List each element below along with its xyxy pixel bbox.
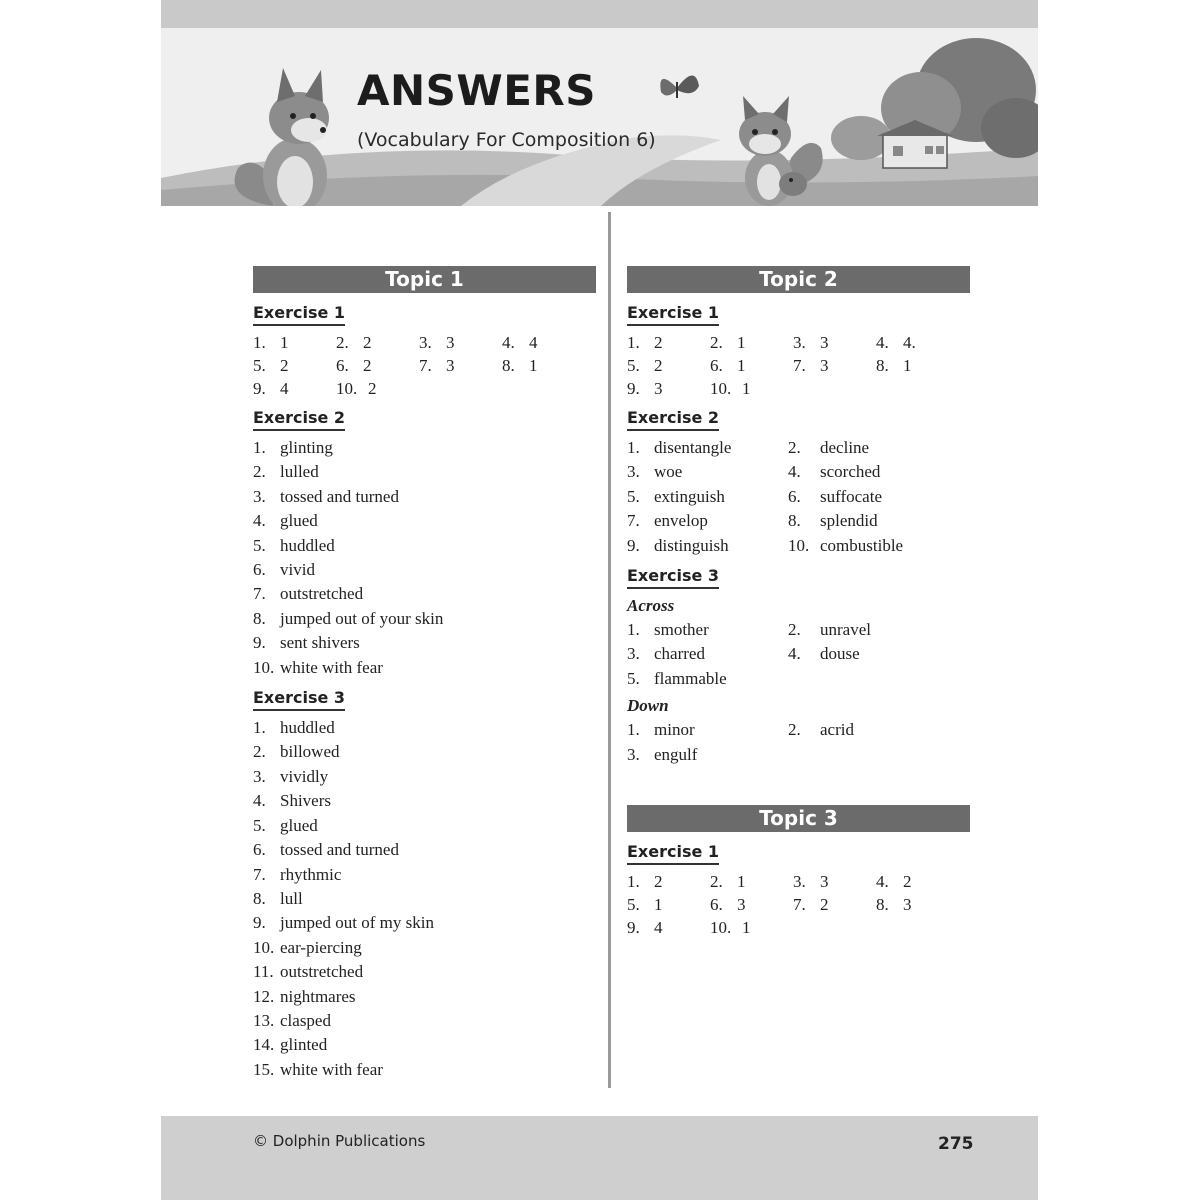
topic-2-exercise-1	[627, 303, 970, 400]
answer-item: 2. decline	[788, 438, 870, 457]
answer-item: 5. extinguish	[627, 486, 725, 506]
page-subtitle: (Vocabulary For Composition 6)	[357, 129, 656, 151]
answer-item: 4. Shivers	[253, 791, 331, 811]
answer-item: 14. glinted	[253, 1035, 328, 1055]
answer-item: 9. distinguish	[627, 535, 729, 555]
across-answers	[627, 618, 970, 691]
answer-item: 7. 3	[793, 356, 829, 375]
answer-item: 15. white with fear	[253, 1059, 383, 1079]
answer-item: 1. 2	[627, 872, 663, 892]
exercise-heading: Exercise 3	[253, 688, 345, 711]
answer-item: 4. scorched	[788, 462, 881, 482]
answer-item: 1. huddled	[253, 718, 335, 738]
answer-item: 4. douse	[788, 644, 860, 664]
answer-item: 2. 2	[336, 333, 372, 352]
answer-grid	[627, 870, 970, 939]
answer-item: 9. 4	[627, 918, 663, 938]
answer-item: 2. unravel	[788, 620, 871, 640]
answer-item: 12. nightmares	[253, 986, 356, 1006]
top-strip	[161, 0, 1038, 28]
answer-item: 2. 1	[710, 872, 746, 892]
answer-item: 3. tossed and turned	[253, 486, 399, 506]
answer-item: 8. 3	[876, 895, 912, 915]
topic-2-exercise-3	[627, 566, 970, 767]
answer-item: 2. lulled	[253, 462, 319, 482]
topic-1-exercise-1	[253, 303, 596, 400]
answer-item: 1. 1	[253, 333, 289, 352]
answer-item: 3. woe	[627, 462, 683, 482]
answer-item: 6. 1	[710, 356, 746, 375]
answer-item: 9. 4	[253, 379, 289, 398]
answer-item: 7. 3	[419, 356, 455, 375]
answer-item: 8. 1	[876, 356, 912, 375]
answer-item: 10. 1	[710, 379, 751, 398]
answer-item: 1. 2	[627, 333, 663, 352]
left-column	[253, 266, 596, 1090]
answer-list	[253, 716, 596, 1082]
exercise-heading: Exercise 2	[627, 408, 719, 431]
page-footer	[161, 1116, 1038, 1200]
answer-item: 9. sent shivers	[253, 633, 360, 653]
answer-item: 3. engulf	[627, 744, 698, 764]
down-label: Down	[627, 696, 669, 716]
answer-item: 3. 3	[793, 333, 829, 352]
topic-2-exercise-2	[627, 408, 970, 558]
answer-item: 1. minor	[627, 720, 695, 740]
exercise-heading: Exercise 1	[627, 303, 719, 326]
answer-item: 3. 3	[793, 872, 829, 892]
topic-1-exercise-3	[253, 688, 596, 1082]
banner-illustration	[161, 28, 1038, 206]
answer-item: 9. jumped out of my skin	[253, 913, 434, 933]
answer-item: 10. ear-piercing	[253, 937, 362, 957]
right-column	[627, 266, 970, 947]
answer-item: 9. 3	[627, 379, 663, 398]
answer-item: 6. vivid	[253, 560, 315, 580]
answer-item: 5. 1	[627, 895, 663, 915]
answer-item: 6. suffocate	[788, 486, 882, 506]
answer-item: 6. tossed and turned	[253, 840, 399, 860]
answer-item: 13. clasped	[253, 1010, 331, 1030]
answer-item: 3. vividly	[253, 766, 329, 786]
page-number: 275	[938, 1134, 974, 1154]
fox-illustration-left	[235, 68, 329, 206]
publisher-credit: © Dolphin Publications	[253, 1132, 426, 1150]
answer-grid	[627, 436, 970, 558]
exercise-heading: Exercise 1	[253, 303, 345, 326]
answer-item: 8. splendid	[788, 511, 878, 531]
exercise-heading: Exercise 1	[627, 842, 719, 865]
topic-3-exercise-1	[627, 842, 970, 939]
down-answers	[627, 718, 970, 767]
butterfly-illustration	[660, 75, 699, 98]
answer-item: 5. flammable	[627, 668, 727, 688]
answer-item: 10. 2	[336, 379, 377, 398]
answer-item: 4. glued	[253, 511, 318, 531]
page	[161, 0, 1038, 1200]
answer-item: 2. billowed	[253, 742, 340, 762]
answer-item: 5. 2	[627, 356, 663, 375]
answer-item: 1. smother	[627, 620, 709, 640]
answer-item: 2. acrid	[788, 720, 854, 740]
topic-1-exercise-2	[253, 408, 596, 680]
answer-item: 6. 3	[710, 895, 746, 915]
answer-item: 11. outstretched	[253, 962, 364, 982]
answer-item: 5. 2	[253, 356, 289, 375]
answer-item: 1. disentangle	[627, 438, 732, 457]
answer-list	[253, 436, 596, 680]
answer-item: 5. glued	[253, 815, 318, 835]
column-divider	[608, 212, 611, 1088]
answer-item: 4. 4	[502, 333, 538, 352]
answer-item: 8. 1	[502, 356, 538, 375]
page-title: ANSWERS	[357, 66, 597, 115]
exercise-heading: Exercise 2	[253, 408, 345, 431]
answer-item: 3. 3	[419, 333, 455, 352]
answer-item: 3. charred	[627, 644, 705, 664]
across-label: Across	[627, 596, 675, 616]
answer-item: 10. white with fear	[253, 657, 383, 677]
answer-item: 6. 2	[336, 356, 372, 375]
answer-item: 1. glinting	[253, 438, 333, 457]
answer-item: 8. lull	[253, 888, 303, 908]
answer-item: 7. rhythmic	[253, 864, 342, 884]
topic-2-heading: Topic 2	[627, 266, 970, 293]
answer-item: 7. 2	[793, 895, 829, 915]
header-banner	[161, 28, 1038, 206]
exercise-heading: Exercise 3	[627, 566, 719, 589]
answer-item: 4. 2	[876, 872, 912, 892]
answer-item: 10. combustible	[788, 535, 904, 555]
answer-item: 4. 4.	[876, 333, 916, 352]
answer-grid	[627, 331, 970, 400]
answer-item: 10. 1	[710, 918, 751, 938]
answer-grid	[253, 331, 596, 400]
answer-item: 8. jumped out of your skin	[253, 608, 444, 628]
answer-item: 7. outstretched	[253, 584, 364, 604]
answer-item: 5. huddled	[253, 535, 335, 555]
topic-3-heading: Topic 3	[627, 805, 970, 832]
answer-item: 2. 1	[710, 333, 746, 352]
answer-item: 7. envelop	[627, 511, 708, 531]
topic-1-heading: Topic 1	[253, 266, 596, 293]
